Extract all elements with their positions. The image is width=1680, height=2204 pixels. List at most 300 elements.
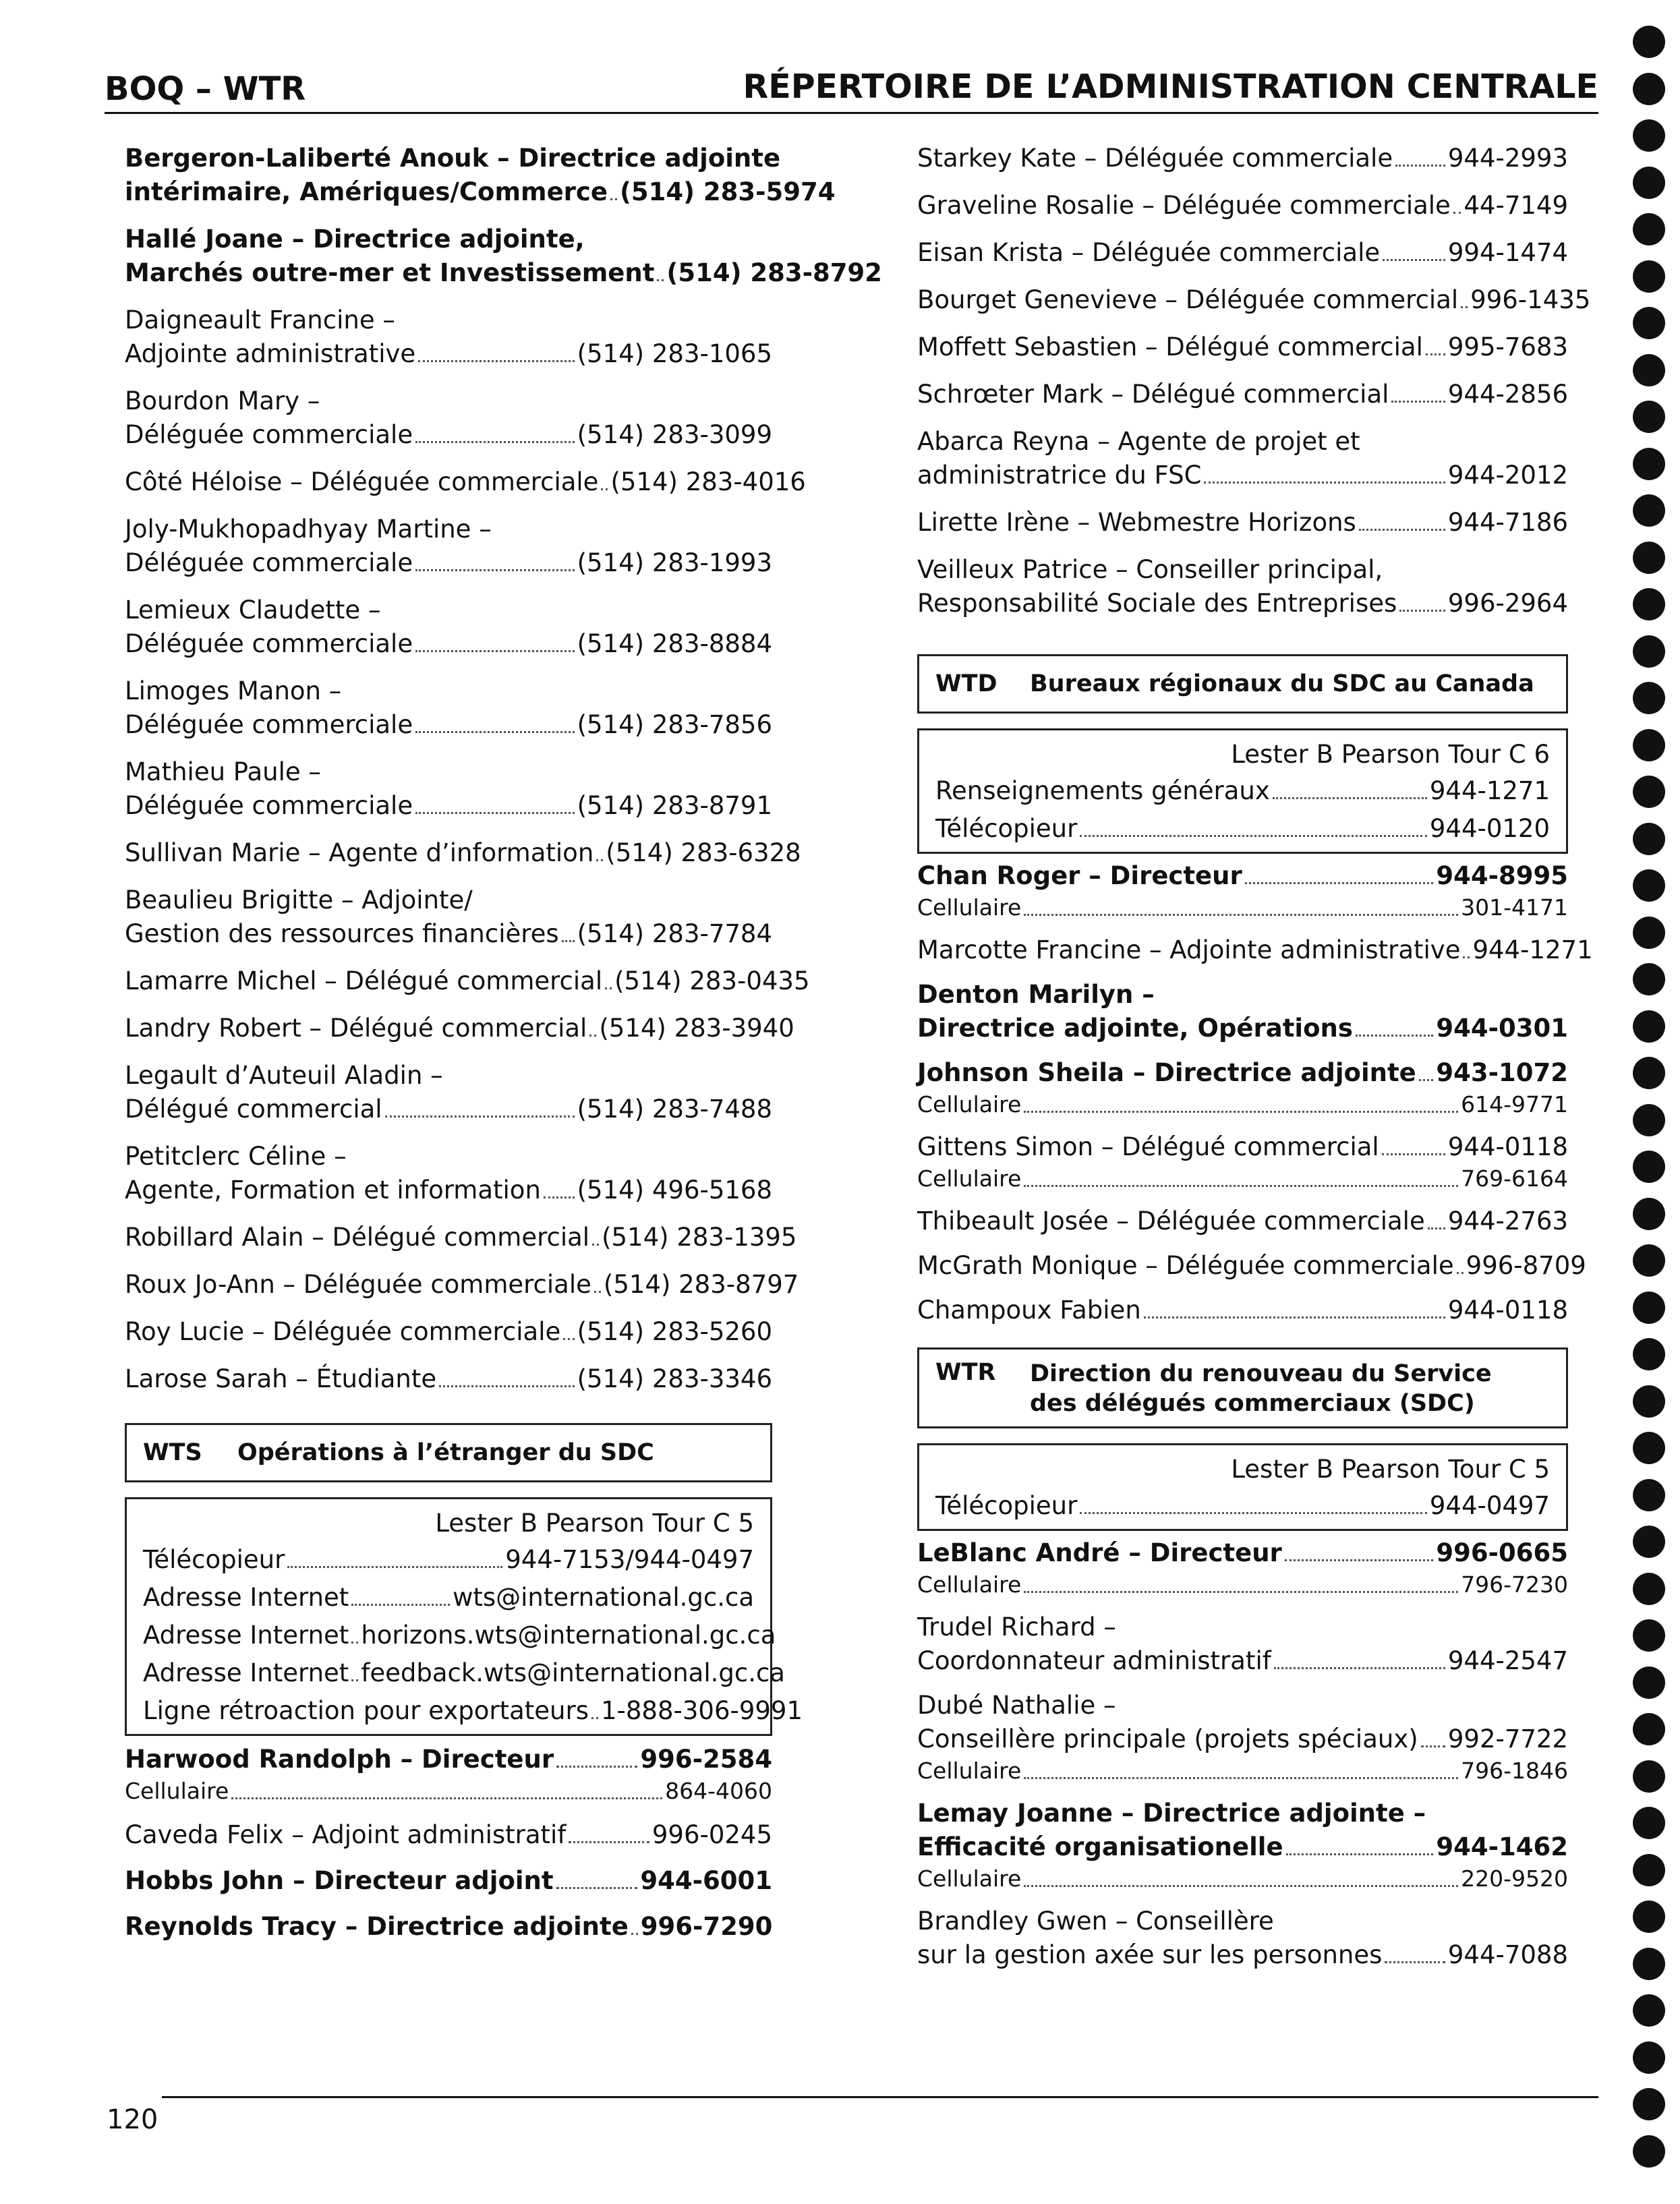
binder-hole <box>1633 542 1665 574</box>
directory-entry <box>125 303 772 371</box>
directory-line <box>125 1059 772 1093</box>
phone-number: (514) 283-4016 <box>610 467 806 496</box>
phone-number: 944-7186 <box>1447 508 1568 537</box>
directory-line <box>125 1743 772 1776</box>
section-title-line2: des délégués commerciaux (SDC) <box>1030 1390 1475 1417</box>
info-box-wtd <box>917 728 1568 854</box>
entry-text: Harwood Randolph – Directeur <box>125 1745 554 1774</box>
phone-number: (514) 283-8797 <box>603 1270 799 1299</box>
phone-number: (514) 283-5974 <box>619 177 836 206</box>
directory-line <box>125 627 772 661</box>
directory-line <box>917 459 1568 492</box>
entry-text: Hobbs John – Directeur adjoint <box>125 1866 554 1895</box>
directory-line <box>917 1205 1568 1238</box>
phone-number: 301-4171 <box>1461 894 1568 921</box>
directory-entry <box>917 933 1593 967</box>
leader-dots <box>631 1933 638 1935</box>
phone-number: 996-7290 <box>640 1912 773 1941</box>
phone-number: 614-9771 <box>1461 1091 1568 1118</box>
directory-entry <box>125 674 772 742</box>
entry-text: Adresse Internet <box>143 1583 349 1612</box>
directory-entry <box>125 1221 797 1254</box>
leader-dots <box>415 650 575 652</box>
directory-line <box>125 303 772 337</box>
directory-line <box>917 1644 1568 1678</box>
leader-dots <box>562 940 575 942</box>
entry-text: Télécopieur <box>935 814 1078 843</box>
info-line <box>935 772 1550 810</box>
leader-dots <box>1463 956 1470 958</box>
phone-number: 944-1271 <box>1472 935 1593 964</box>
binder-hole <box>1633 1901 1665 1933</box>
phone-number: 996-0245 <box>651 1820 772 1849</box>
directory-line <box>125 175 836 209</box>
section-title: Bureaux régionaux du SDC au Canada <box>1030 670 1534 697</box>
entry-text: Starkey Kate – Déléguée commerciale <box>917 144 1393 173</box>
binder-hole <box>1633 917 1665 949</box>
entry-text: Bourget Genevieve – Déléguée commercial <box>917 285 1459 314</box>
entry-text: Côté Héloise – Déléguée commerciale <box>125 467 599 496</box>
phone-number: 944-2763 <box>1447 1207 1568 1236</box>
entry-text: Champoux Fabien <box>917 1296 1141 1325</box>
entry-text: Cellulaire <box>917 1091 1022 1118</box>
entry-text: Lemay Joanne – Directrice adjointe – <box>917 1799 1426 1828</box>
leader-dots <box>1399 610 1445 612</box>
entry-text: Efficacité organisationelle <box>917 1832 1283 1861</box>
directory-entry <box>917 553 1568 620</box>
binder-hole <box>1633 1619 1665 1652</box>
directory-line <box>917 978 1568 1012</box>
entry-text: Sullivan Marie – Agente d’information <box>125 838 594 867</box>
directory-entry <box>917 1130 1568 1194</box>
directory-line <box>125 674 772 708</box>
entry-text: Délégué commercial <box>125 1095 382 1124</box>
entry-text: Adresse Internet <box>143 1621 349 1650</box>
directory-line <box>917 236 1568 270</box>
directory-line <box>917 378 1568 411</box>
directory-line <box>125 1818 772 1852</box>
directory-entry <box>917 506 1568 540</box>
binder-hole <box>1633 1432 1665 1464</box>
spacer <box>917 620 1568 654</box>
wtr-entries-list <box>917 1536 1568 1972</box>
directory-entry <box>125 142 836 209</box>
binder-hole <box>1633 1526 1665 1558</box>
leader-dots <box>544 1196 575 1198</box>
binder-hole <box>1633 1198 1665 1230</box>
header-left-code: BOQ – WTR <box>105 70 306 108</box>
binder-hole <box>1633 588 1665 620</box>
directory-entry <box>917 1797 1568 1894</box>
leader-dots <box>1395 165 1445 167</box>
binder-hole <box>1633 1573 1665 1605</box>
entry-text: Johnson Sheila – Directrice adjointe <box>917 1058 1416 1087</box>
directory-line <box>125 1093 772 1126</box>
location: Lester B Pearson Tour C 5 <box>1231 1455 1550 1484</box>
binder-hole <box>1633 26 1665 58</box>
footer-rule <box>162 2096 1598 2098</box>
phone-number: (514) 283-8791 <box>577 791 772 820</box>
info-line <box>143 1654 785 1692</box>
directory-line <box>917 142 1568 175</box>
phone-number: 944-7088 <box>1447 1940 1568 1969</box>
leader-dots <box>592 1244 599 1246</box>
binder-hole <box>1633 1385 1665 1418</box>
cell-line <box>917 1090 1568 1120</box>
directory-entry <box>917 425 1568 492</box>
phone-number: 944-1271 <box>1429 776 1550 805</box>
phone-number: 944-7153/944-0497 <box>505 1545 754 1574</box>
directory-entry <box>917 236 1568 270</box>
directory-line <box>917 1294 1568 1327</box>
leader-dots <box>351 1642 358 1644</box>
directory-entry <box>125 755 772 823</box>
leader-dots <box>415 569 575 571</box>
directory-line <box>917 283 1591 317</box>
entry-text: LeBlanc André – Directeur <box>917 1538 1282 1567</box>
binder-hole <box>1633 635 1665 668</box>
directory-line <box>917 189 1568 223</box>
directory-entry <box>125 384 772 452</box>
phone-number: (514) 283-0435 <box>614 966 810 995</box>
phone-number: (514) 283-7784 <box>577 919 772 948</box>
section-header-wtd <box>917 654 1568 714</box>
leader-dots <box>589 1035 596 1037</box>
leader-dots <box>287 1566 502 1568</box>
leader-dots <box>1024 1885 1458 1887</box>
entry-text: Marchés outre-mer et Investissement <box>125 258 655 287</box>
entry-text: McGrath Monique – Déléguée commerciale <box>917 1251 1454 1280</box>
binder-hole <box>1633 1057 1665 1089</box>
binder-hole <box>1633 1948 1665 1980</box>
binder-hole <box>1633 2135 1665 2168</box>
entry-text: Lamarre Michel – Délégué commercial <box>125 966 603 995</box>
phone-number: 992-7722 <box>1447 1724 1568 1753</box>
section-title-line1: Direction du renouveau du Service <box>1030 1360 1492 1387</box>
entry-text: Bergeron-Laliberté Anouk – Directrice adjointe <box>125 144 781 173</box>
directory-line <box>125 836 801 870</box>
entry-text: Graveline Rosalie – Déléguée commerciale <box>917 191 1451 220</box>
binder-hole <box>1633 2088 1665 2120</box>
directory-line <box>125 142 781 175</box>
phone-number: 944-6001 <box>640 1866 772 1895</box>
directory-line <box>917 859 1568 893</box>
location: Lester B Pearson Tour C 6 <box>1231 740 1550 769</box>
directory-line <box>917 1938 1568 1972</box>
entry-text: Landry Robert – Délégué commercial <box>125 1014 587 1043</box>
entry-text: Marcotte Francine – Adjointe administrative <box>917 935 1461 964</box>
directory-entry <box>125 513 772 580</box>
directory-entry <box>125 1362 772 1396</box>
directory-entry <box>917 1536 1568 1600</box>
directory-line <box>125 1864 772 1898</box>
directory-entry <box>917 1294 1568 1327</box>
leader-dots <box>596 859 603 861</box>
binder-hole <box>1633 682 1665 714</box>
phone-number: 944-0118 <box>1447 1132 1568 1161</box>
entry-text: Denton Marilyn – <box>917 980 1155 1009</box>
leader-dots <box>556 1766 637 1768</box>
binder-holes <box>1619 0 1680 2204</box>
leader-dots <box>1359 529 1445 531</box>
right-entries-list <box>917 142 1591 620</box>
directory-line <box>125 1140 772 1173</box>
directory-line <box>917 425 1568 459</box>
directory-line <box>917 1536 1568 1570</box>
entry-text: Robillard Alain – Délégué commercial <box>125 1223 590 1252</box>
info-line <box>935 1487 1550 1525</box>
leader-dots <box>1024 1185 1458 1187</box>
entry-text: Reynolds Tracy – Directrice adjointe <box>125 1912 629 1941</box>
entry-text: Moffett Sebastien – Délégué commercial <box>917 332 1423 361</box>
directory-entry <box>917 1905 1568 1972</box>
entry-text: Caveda Felix – Adjoint administratif <box>125 1820 567 1849</box>
entry-text: Mathieu Paule – <box>125 757 321 786</box>
directory-line <box>125 755 772 789</box>
entry-text: Abarca Reyna – Agente de projet et <box>917 427 1360 456</box>
directory-entry <box>917 378 1568 411</box>
entry-text: Chan Roger – Directeur <box>917 861 1242 890</box>
leader-dots <box>594 1291 601 1293</box>
leader-dots <box>1428 1227 1445 1229</box>
entry-text: Cellulaire <box>917 1165 1022 1192</box>
leader-dots <box>657 279 664 281</box>
leader-dots <box>1080 1512 1427 1514</box>
entry-text: Adjointe administrative <box>125 339 416 368</box>
entry-text: Télécopieur <box>935 1491 1078 1520</box>
phone-number: 944-0301 <box>1436 1014 1568 1043</box>
entry-text: Déléguée commerciale <box>125 420 413 449</box>
entry-text: Déléguée commerciale <box>125 629 413 658</box>
phone-number: (514) 283-3940 <box>599 1014 794 1043</box>
directory-entry <box>917 1056 1568 1120</box>
directory-line <box>917 1689 1568 1722</box>
right-column <box>917 142 1593 1972</box>
entry-text: Télécopieur <box>143 1545 285 1574</box>
directory-line <box>125 1268 799 1302</box>
leader-dots <box>415 731 575 733</box>
wts-entries-list <box>125 1743 772 1944</box>
section-header-wts <box>125 1423 772 1482</box>
directory-line <box>917 506 1568 540</box>
entry-text: Daigneault Francine – <box>125 306 395 335</box>
binder-hole <box>1633 869 1665 902</box>
leader-dots <box>1453 212 1461 214</box>
entry-text: Schrœter Mark – Délégué commercial <box>917 380 1389 409</box>
directory-entry <box>125 465 806 499</box>
directory-line <box>125 1173 772 1207</box>
directory-line <box>917 1830 1568 1864</box>
leader-dots <box>569 1841 649 1843</box>
leader-dots <box>415 441 575 443</box>
phone-number: (514) 283-7488 <box>577 1095 772 1124</box>
directory-entry <box>125 223 882 290</box>
leader-dots <box>1457 1272 1464 1274</box>
binder-hole <box>1633 260 1665 293</box>
directory-line <box>125 337 772 371</box>
leader-dots <box>1273 797 1427 799</box>
phone-number: (514) 283-1065 <box>577 339 772 368</box>
leader-dots <box>1204 482 1445 484</box>
directory-entry <box>917 978 1568 1045</box>
directory-entry <box>125 1818 772 1852</box>
info-line <box>143 1579 754 1617</box>
directory-entry <box>917 1205 1568 1238</box>
binder-hole <box>1633 1994 1665 2027</box>
directory-line <box>125 418 772 452</box>
leader-dots <box>418 360 574 362</box>
phone-number: 944-2547 <box>1447 1646 1568 1675</box>
binder-hole <box>1633 448 1665 480</box>
entry-text: Beaulieu Brigitte – Adjointe/ <box>125 886 473 915</box>
cell-line <box>917 1756 1568 1786</box>
directory-entry <box>125 593 772 661</box>
entry-text: Roux Jo-Ann – Déléguée commerciale <box>125 1270 591 1299</box>
binder-hole <box>1633 1338 1665 1370</box>
phone-number: (514) 283-3099 <box>577 420 772 449</box>
page-number: 120 <box>107 2104 158 2135</box>
leader-dots <box>556 1887 638 1889</box>
directory-line <box>125 708 772 742</box>
entry-text: Veilleux Patrice – Conseiller principal, <box>917 555 1383 584</box>
binder-hole <box>1633 1760 1665 1793</box>
directory-line <box>125 513 772 546</box>
phone-number: (514) 496-5168 <box>577 1176 772 1205</box>
entry-text: Conseillère principale (projets spéciaux) <box>917 1724 1418 1753</box>
phone-number: 944-0118 <box>1447 1296 1568 1325</box>
binder-hole <box>1633 494 1665 527</box>
leader-dots <box>1383 259 1445 261</box>
directory-entry <box>917 1611 1568 1678</box>
entry-text: Cellulaire <box>917 1571 1022 1598</box>
entry-text: Brandley Gwen – Conseillère <box>917 1907 1274 1936</box>
directory-line <box>125 384 772 418</box>
leader-dots <box>1419 1079 1434 1081</box>
cell-line <box>917 1570 1568 1600</box>
phone-number: (514) 283-1395 <box>602 1223 797 1252</box>
leader-dots <box>1461 306 1468 308</box>
binder-hole <box>1633 1666 1665 1699</box>
binder-hole <box>1633 1010 1665 1043</box>
directory-entry <box>917 142 1568 175</box>
phone-number: 996-2584 <box>640 1745 772 1774</box>
leader-dots <box>1024 914 1458 916</box>
phone-number: (514) 283-7856 <box>577 710 772 739</box>
leader-dots <box>415 812 575 814</box>
leader-dots <box>1426 353 1445 355</box>
phone-number: 944-0497 <box>1429 1491 1550 1520</box>
entry-text: Coordonnateur administratif <box>917 1646 1271 1675</box>
entry-text: Bourdon Mary – <box>125 386 320 415</box>
location: Lester B Pearson Tour C 5 <box>435 1509 754 1538</box>
directory-line <box>125 1910 772 1944</box>
cell-line <box>917 893 1568 923</box>
directory-entry <box>125 1743 772 1806</box>
binder-hole <box>1633 354 1665 386</box>
binder-hole <box>1633 1807 1665 1839</box>
binder-hole <box>1633 167 1665 199</box>
directory-entry <box>125 964 810 998</box>
directory-line <box>917 1722 1568 1756</box>
binder-hole <box>1633 1151 1665 1183</box>
entry-text: Déléguée commerciale <box>125 791 413 820</box>
directory-entry <box>125 1268 799 1302</box>
leader-dots <box>439 1385 574 1387</box>
entry-text: Trudel Richard – <box>917 1613 1116 1642</box>
section-title: Opérations à l’étranger du SDC <box>237 1439 654 1466</box>
phone-number: wts@international.gc.ca <box>453 1583 754 1612</box>
leader-dots <box>351 1679 358 1681</box>
entry-text: Lemieux Claudette – <box>125 596 381 625</box>
leader-dots <box>591 1717 598 1719</box>
binder-hole <box>1633 1713 1665 1745</box>
phone-number: 796-7230 <box>1461 1571 1568 1598</box>
directory-line <box>125 917 772 951</box>
entry-text: Larose Sarah – Étudiante <box>125 1364 437 1393</box>
directory-line <box>917 587 1568 620</box>
binder-hole <box>1633 1244 1665 1277</box>
phone-number: (514) 283-3346 <box>577 1364 772 1393</box>
binder-hole <box>1633 73 1665 105</box>
leader-dots <box>1024 1591 1458 1593</box>
phone-number: 995-7683 <box>1447 332 1568 361</box>
info-box-wts <box>125 1497 803 1736</box>
directory-entry <box>917 330 1568 364</box>
cell-line <box>917 1864 1568 1894</box>
entry-text: Cellulaire <box>917 1865 1022 1892</box>
binder-hole <box>1633 1104 1665 1136</box>
directory-entry <box>125 1315 772 1349</box>
section-code: WTS <box>143 1439 202 1466</box>
directory-line <box>125 1315 772 1349</box>
binder-hole <box>1633 729 1665 761</box>
directory-entry <box>125 1012 794 1045</box>
info-line <box>143 1692 803 1730</box>
directory-line <box>917 1056 1568 1090</box>
leader-dots <box>1285 1559 1434 1561</box>
spacer <box>917 1327 1568 1347</box>
entry-text: Ligne rétroaction pour exportateurs <box>143 1696 589 1725</box>
entry-text: Gittens Simon – Délégué commercial <box>917 1132 1379 1161</box>
header-title: RÉPERTOIRE DE L’ADMINISTRATION CENTRALE <box>743 67 1598 106</box>
leader-dots <box>1245 882 1434 884</box>
phone-number: 996-0665 <box>1436 1538 1568 1567</box>
leader-dots <box>1274 1667 1445 1669</box>
directory-line <box>917 1012 1568 1045</box>
leader-dots <box>601 488 608 490</box>
directory-line <box>125 789 772 823</box>
phone-number: 994-1474 <box>1447 238 1568 267</box>
section-title <box>1030 1359 1492 1418</box>
phone-number: 944-2993 <box>1447 144 1568 173</box>
phone-number: 996-2964 <box>1447 589 1568 618</box>
directory-entry <box>917 189 1568 223</box>
entry-text: Joly-Mukhopadhyay Martine – <box>125 515 492 544</box>
phone-number: 769-6164 <box>1461 1165 1568 1192</box>
directory-line <box>125 1362 772 1396</box>
binder-hole <box>1633 1854 1665 1886</box>
wtd-entries-list <box>917 859 1593 1327</box>
directory-line <box>125 593 772 627</box>
entry-text: intérimaire, Amériques/Commerce <box>125 177 608 206</box>
entry-text: Thibeault Josée – Déléguée commerciale <box>917 1207 1425 1236</box>
left-column <box>125 142 882 1944</box>
left-entries-list <box>125 142 882 1396</box>
binder-hole <box>1633 776 1665 808</box>
leader-dots <box>1421 1745 1445 1747</box>
binder-hole <box>1633 2041 1665 2074</box>
directory-line <box>917 1905 1568 1938</box>
